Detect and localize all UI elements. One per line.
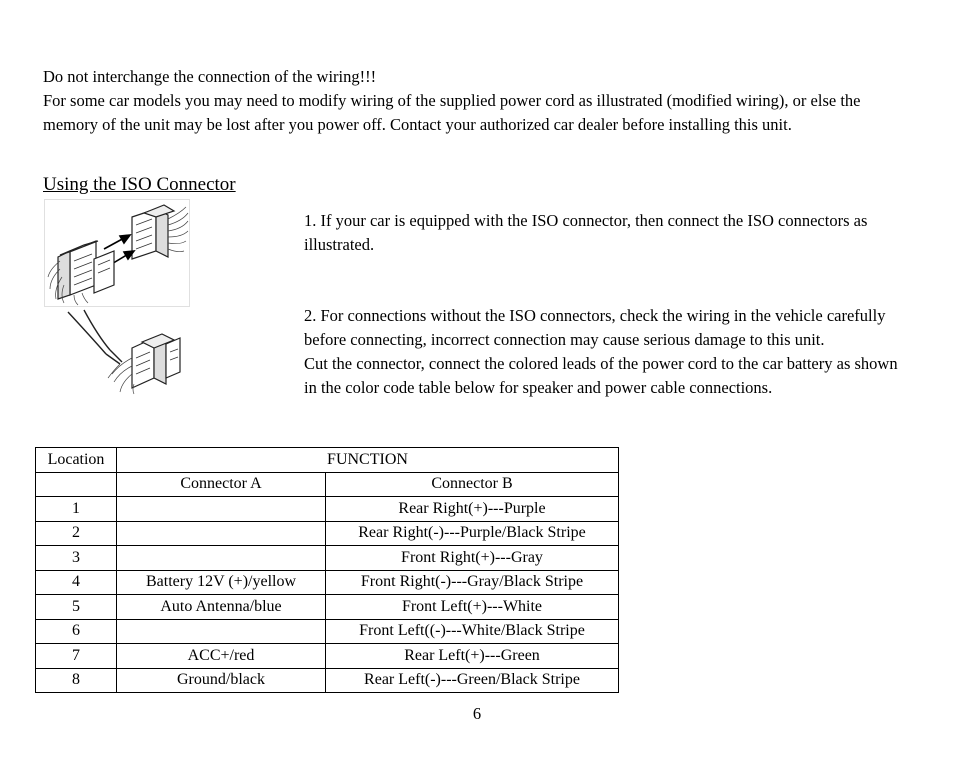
wire-cutter-illustration [62,308,186,396]
subheader-connector-a: Connector A [117,472,326,497]
cell-connector-a [117,497,326,522]
intro-text [43,65,903,137]
header-function: FUNCTION [117,448,619,473]
cell-location: 2 [36,521,117,546]
table-header-row [36,448,619,473]
table-row [36,570,619,595]
table-row [36,497,619,522]
cell-connector-b: Front Left((-)---White/Black Stripe [326,619,619,644]
wiring-warning: Do not interchange the connection of the wiring!!! [43,67,377,86]
step-2-text: 2. For connections without the ISO connectors, check the wiring in the vehicle carefully before connecting, incorrect connection may cause serious damage to this unit. [304,306,886,349]
cell-connector-a [117,521,326,546]
section-title: Using the ISO Connector [43,174,236,195]
wiring-note: For some car models you may need to modify wiring of the supplied power cord as illustrated (modified wiring), or else the memory of the unit may be lost after you power off. Contact your authorized car dealer before installing this unit. [43,91,861,134]
cell-location: 3 [36,546,117,571]
cell-connector-a: ACC+/red [117,644,326,669]
cell-location: 6 [36,619,117,644]
cell-location: 5 [36,595,117,620]
step-no-iso-connector [304,304,904,400]
cell-connector-a: Auto Antenna/blue [117,595,326,620]
table-row [36,595,619,620]
cell-connector-b: Rear Right(-)---Purple/Black Stripe [326,521,619,546]
step-1-text: 1. If your car is equipped with the ISO connector, then connect the ISO connectors as illustrated. [304,211,868,254]
cell-connector-a [117,546,326,571]
cell-connector-b: Front Left(+)---White [326,595,619,620]
step-iso-connector [304,209,904,257]
table-row [36,619,619,644]
table-row [36,644,619,669]
cell-connector-a: Battery 12V (+)/yellow [117,570,326,595]
subheader-connector-b: Connector B [326,472,619,497]
color-code-table [35,447,619,693]
header-location: Location [36,448,117,473]
page-number: 6 [472,704,482,723]
cell-connector-a [117,619,326,644]
cell-connector-a: Ground/black [117,668,326,693]
cell-location: 8 [36,668,117,693]
cell-connector-b: Front Right(-)---Gray/Black Stripe [326,570,619,595]
cell-location: 4 [36,570,117,595]
table-row [36,546,619,571]
cell-location: 7 [36,644,117,669]
table-row [36,668,619,693]
table-row [36,521,619,546]
subheader-empty [36,472,117,497]
cell-connector-b: Rear Right(+)---Purple [326,497,619,522]
cell-connector-b: Front Right(+)---Gray [326,546,619,571]
cell-location: 1 [36,497,117,522]
step-2-cut-text: Cut the connector, connect the colored leads of the power cord to the car battery as shown in the color code table below for speaker and power cable connections. [304,354,898,397]
cell-connector-b: Rear Left(+)---Green [326,644,619,669]
iso-connector-illustration [44,199,190,307]
cell-connector-b: Rear Left(-)---Green/Black Stripe [326,668,619,693]
table-subheader-row [36,472,619,497]
